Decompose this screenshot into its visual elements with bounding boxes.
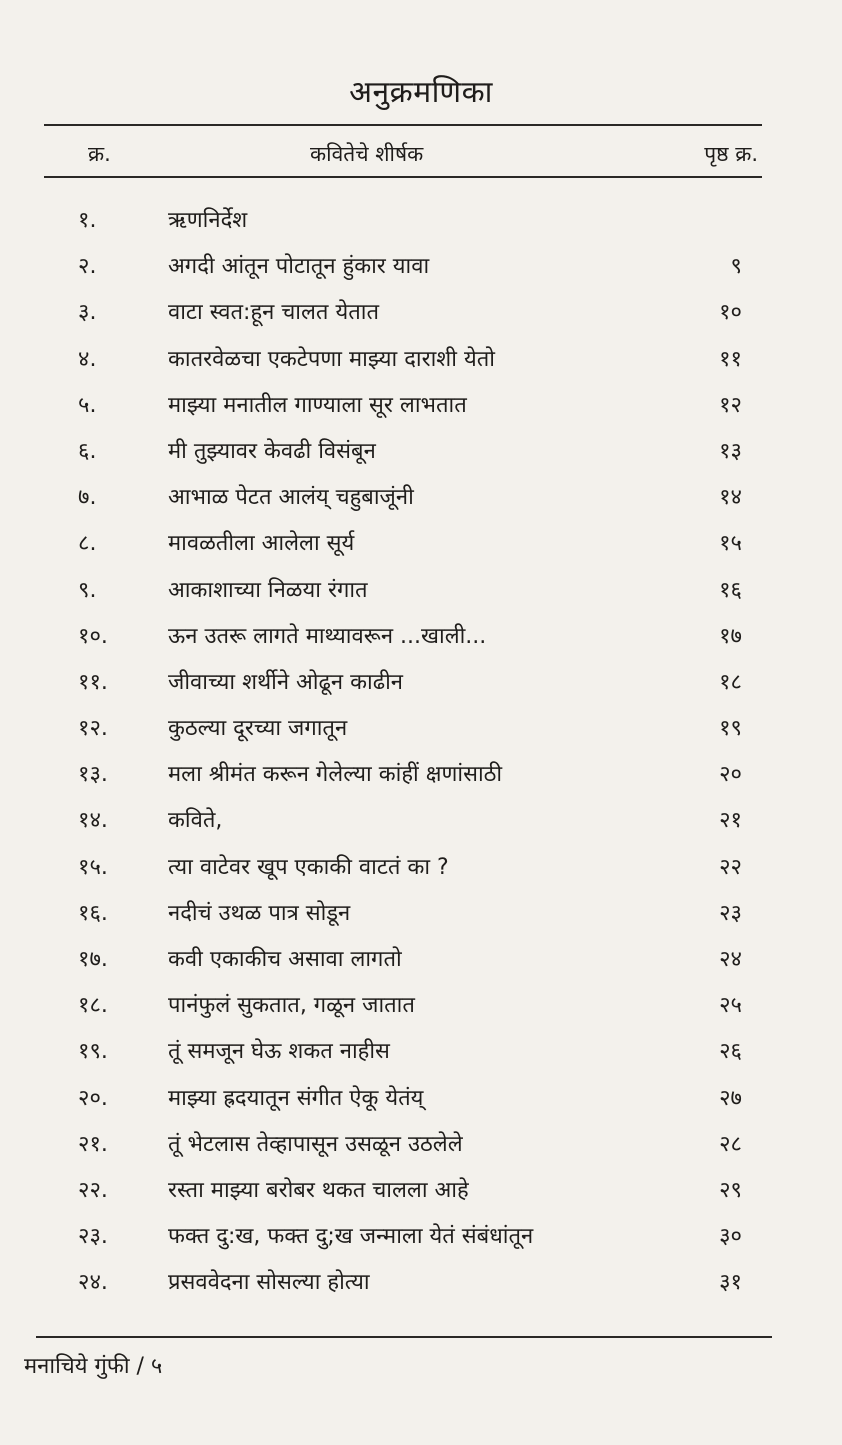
row-page-number: १४ xyxy=(719,485,742,511)
contents-row xyxy=(0,614,842,660)
contents-row xyxy=(0,475,842,521)
row-poem-title: कातरवेळचा एकटेपणा माझ्या दाराशी येतो xyxy=(168,346,495,372)
row-poem-title: मावळतीला आलेला सूर्य xyxy=(168,531,355,557)
contents-row xyxy=(0,798,842,844)
row-number: १८. xyxy=(78,993,108,1019)
row-poem-title: माझ्या मनातील गाण्याला सूर लाभतात xyxy=(168,392,467,418)
running-footer: मनाचिये गुंफी / ५ xyxy=(24,1354,163,1379)
row-number: ४. xyxy=(78,346,97,372)
row-number: १५. xyxy=(78,854,108,880)
contents-row xyxy=(0,845,842,891)
row-poem-title: कुठल्या दूरच्या जगातून xyxy=(168,716,348,742)
contents-row xyxy=(0,660,842,706)
row-number: ३. xyxy=(78,300,97,326)
contents-row xyxy=(0,244,842,290)
row-number: २०. xyxy=(78,1085,108,1111)
row-poem-title: कवी एकाकीच असावा लागतो xyxy=(168,947,402,972)
row-poem-title: आभाळ पेटत आलंय् चहुबाजूंनी xyxy=(168,485,414,511)
header-top-rule xyxy=(44,124,762,126)
contents-row xyxy=(0,1076,842,1122)
row-number: १७. xyxy=(78,947,108,972)
row-number: २. xyxy=(78,254,97,280)
row-page-number: २६ xyxy=(719,1039,742,1065)
row-page-number: २० xyxy=(719,762,742,788)
row-poem-title: प्रसववेदना सोसल्या होत्या xyxy=(168,1270,370,1296)
header-page-number: पृष्ठ क्र. xyxy=(704,142,758,166)
contents-row xyxy=(0,891,842,937)
row-number: २३. xyxy=(78,1224,108,1250)
row-poem-title: त्या वाटेवर खूप एकाकी वाटतं का ? xyxy=(168,854,449,880)
contents-row xyxy=(0,1029,842,1075)
header-bottom-rule xyxy=(44,176,762,178)
row-page-number: १८ xyxy=(719,669,742,695)
row-poem-title: अगदी आंतून पोटातून हुंकार यावा xyxy=(168,254,430,280)
row-poem-title: ऋणनिर्देश xyxy=(168,208,248,233)
contents-row xyxy=(0,1122,842,1168)
contents-row xyxy=(0,568,842,614)
page-title: अनुक्रमणिका xyxy=(349,75,493,110)
contents-row xyxy=(0,337,842,383)
row-number: २२. xyxy=(78,1177,108,1203)
row-number: १०. xyxy=(78,623,108,649)
row-page-number: ११ xyxy=(719,346,742,372)
footer-rule xyxy=(36,1336,772,1338)
row-page-number: १७ xyxy=(719,623,742,649)
row-number: १३. xyxy=(78,762,108,788)
row-number: ९. xyxy=(78,577,97,603)
contents-list xyxy=(0,198,842,1307)
contents-row xyxy=(0,706,842,752)
row-page-number: २५ xyxy=(719,993,742,1019)
row-number: ७. xyxy=(78,485,97,511)
contents-row xyxy=(0,521,842,567)
row-poem-title: तूं समजून घेऊ शकत नाहीस xyxy=(168,1039,390,1065)
row-page-number: १९ xyxy=(719,716,742,742)
row-page-number: १३ xyxy=(719,438,742,464)
contents-row xyxy=(0,383,842,429)
row-number: १२. xyxy=(78,716,108,742)
row-number: ६. xyxy=(78,438,97,464)
row-page-number: १६ xyxy=(719,577,742,603)
row-number: ८. xyxy=(78,531,97,557)
row-poem-title: ऊन उतरू लागते माथ्यावरून ...खाली... xyxy=(168,623,487,649)
header-number: क्र. xyxy=(88,142,111,166)
row-page-number: २८ xyxy=(719,1131,742,1157)
table-header xyxy=(70,140,770,176)
row-page-number: २४ xyxy=(719,947,742,972)
row-page-number: १५ xyxy=(719,531,742,557)
row-poem-title: जीवाच्या शर्थीने ओढून काढीन xyxy=(168,669,404,695)
row-poem-title: माझ्या ह्रदयातून संगीत ऐकू येतंय् xyxy=(168,1085,424,1111)
row-poem-title: रस्ता माझ्या बरोबर थकत चालला आहे xyxy=(168,1177,469,1203)
row-number: २१. xyxy=(78,1131,108,1157)
row-page-number: २७ xyxy=(719,1085,742,1111)
row-page-number: २३ xyxy=(719,900,742,926)
contents-row xyxy=(0,290,842,336)
row-page-number: १२ xyxy=(719,392,742,418)
row-number: ५. xyxy=(78,392,97,418)
row-number: १९. xyxy=(78,1039,108,1065)
row-number: २४. xyxy=(78,1270,108,1296)
contents-row xyxy=(0,1260,842,1306)
contents-row xyxy=(0,429,842,475)
row-number: १६. xyxy=(78,900,108,926)
row-poem-title: तूं भेटलास तेव्हापासून उसळून उठलेले xyxy=(168,1131,463,1157)
contents-row xyxy=(0,752,842,798)
row-number: १४. xyxy=(78,808,108,834)
row-number: १. xyxy=(78,208,97,233)
contents-row xyxy=(0,937,842,983)
contents-row xyxy=(0,983,842,1029)
row-page-number: ३१ xyxy=(719,1270,742,1296)
row-page-number: २९ xyxy=(719,1177,742,1203)
row-poem-title: वाटा स्वत:हून चालत येतात xyxy=(168,300,379,326)
row-poem-title: आकाशाच्या निळया रंगात xyxy=(168,577,368,603)
row-poem-title: फक्त दु:ख, फक्त दु;ख जन्माला येतं संबंधांतून xyxy=(168,1224,534,1250)
row-number: ११. xyxy=(78,669,108,695)
contents-row xyxy=(0,1214,842,1260)
contents-row xyxy=(0,1168,842,1214)
row-page-number: २१ xyxy=(719,808,742,834)
row-page-number: ३० xyxy=(719,1224,742,1250)
row-poem-title: पानंफुलं सुकतात, गळून जातात xyxy=(168,993,415,1019)
row-poem-title: कविते, xyxy=(168,808,223,834)
header-poem-title: कवितेचे शीर्षक xyxy=(310,142,424,166)
row-poem-title: नदीचं उथळ पात्र सोडून xyxy=(168,900,351,926)
row-page-number: २२ xyxy=(719,854,742,880)
row-poem-title: मला श्रीमंत करून गेलेल्या कांहीं क्षणांसाठी xyxy=(168,762,503,788)
row-page-number: १० xyxy=(719,300,742,326)
contents-row xyxy=(0,198,842,244)
row-page-number: ९ xyxy=(730,254,742,280)
row-poem-title: मी तुझ्यावर केवढी विसंबून xyxy=(168,438,376,464)
